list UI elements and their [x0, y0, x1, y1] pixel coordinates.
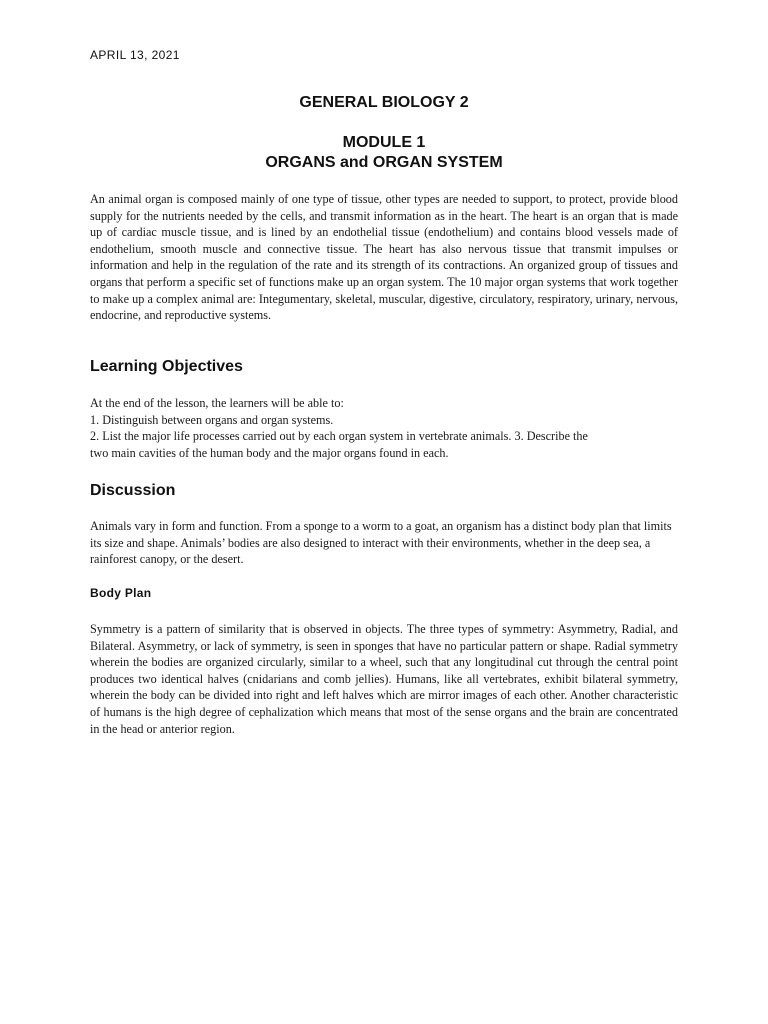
module-title: MODULE 1	[342, 134, 426, 151]
module-subtitle: ORGANS and ORGAN SYSTEM	[265, 154, 503, 171]
learning-objectives-list	[90, 395, 678, 461]
body-plan-heading: Body Plan	[90, 586, 152, 600]
learning-objectives-line: 1. Distinguish between organs and organ systems.	[90, 412, 334, 427]
discussion-heading: Discussion	[90, 482, 176, 499]
learning-objectives-line: 2. List the major life processes carried out by each organ system in vertebrate animals. 3. Describe the	[90, 429, 588, 444]
learning-objectives-line: two main cavities of the human body and the major organs found in each.	[90, 445, 449, 460]
discussion-paragraph: Animals vary in form and function. From a sponge to a worm to a goat, an organism has a distinct body plan that limits its size and shape. Animals’ bodies are also designed to interact with their environments, whether in the deep sea, a rainforest canopy, or the desert.	[90, 519, 672, 567]
body-plan-paragraph: Symmetry is a pattern of similarity that is observed in objects. The three types of symmetry: Asymmetry, Radial, and Bilateral. Asymmetry, or lack of symmetry, is seen in sponges that have no particular pattern or shape. Radial symmetry wherein the bodies are organized circularly, similar to a wheel, such that any longitudinal cut through the central point produces two identical halves (cnidarians and comb jellies). Humans, like all vertebrates, exhibit bilateral symmetry, wherein the body can be divided into right and left halves which are mirror images of each other. Another characteristic of humans is the high degree of cephalization which means that most of the sense organs and the brain are concentrated in the head or anterior region.	[90, 622, 678, 736]
document-date: APRIL 13, 2021	[90, 48, 180, 62]
course-title: GENERAL BIOLOGY 2	[299, 94, 469, 111]
intro-paragraph: An animal organ is composed mainly of one type of tissue, other types are needed to support, to protect, provide blood supply for the nutrients needed by the cells, and transmit information as in the heart. The heart is an organ that is made up of cardiac muscle tissue, and is lined by an endothelial tissue (endothelium) and contains blood vessels made of endothelium, smooth muscle and connective tissue. The heart has also nervous tissue that transmit impulses or information and help in the regulation of the rate and its strength of its contractions. An organized group of tissues and organs that perform a specific set of functions make up an organ system. The 10 major organ systems that work together to make up a complex animal are: Integumentary, skeletal, muscular, digestive, circulatory, respiratory, urinary, nervous, endocrine, and reproductive systems.	[90, 192, 678, 323]
learning-objectives-heading: Learning Objectives	[90, 358, 243, 375]
learning-objectives-line: At the end of the lesson, the learners will be able to:	[90, 396, 344, 410]
